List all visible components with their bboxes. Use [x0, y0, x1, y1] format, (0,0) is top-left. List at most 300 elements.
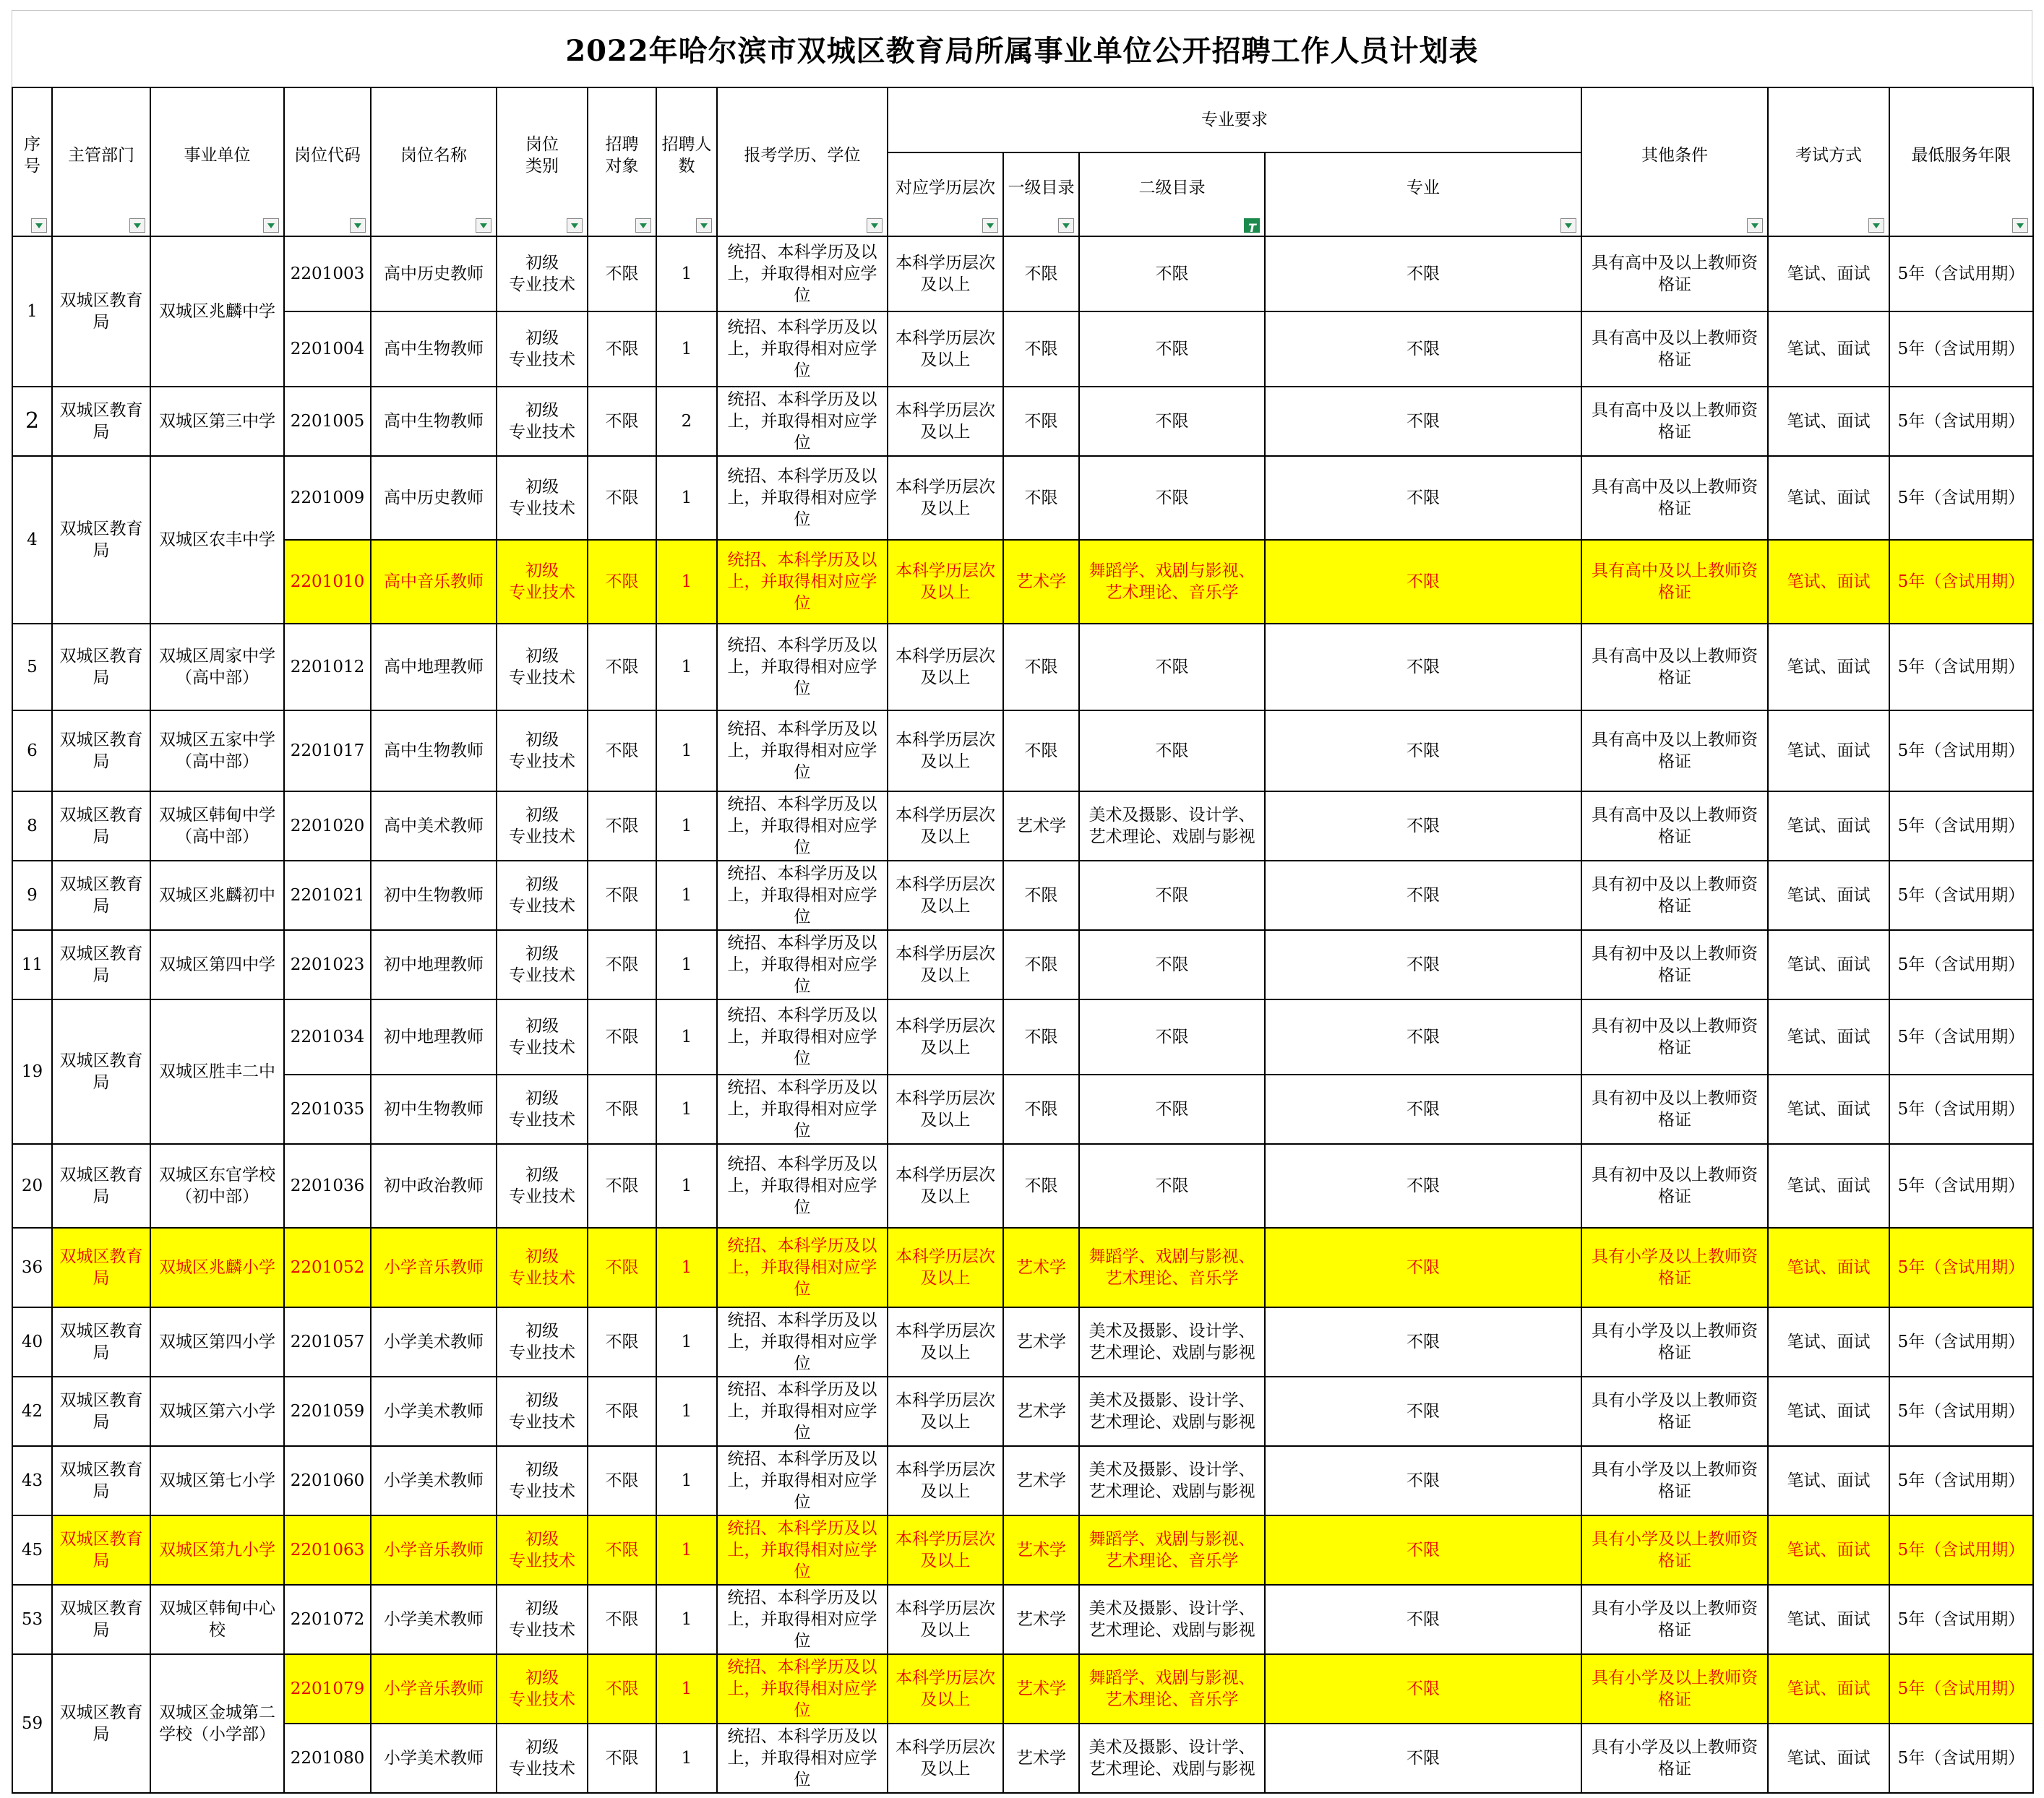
- code-cell[interactable]: 2201063: [284, 1515, 371, 1585]
- major-cell[interactable]: 不限: [1265, 710, 1581, 791]
- cat2-cell[interactable]: 不限: [1079, 456, 1265, 540]
- seq-cell[interactable]: 9: [12, 861, 52, 930]
- cat2-cell[interactable]: 美术及摄影、设计学、艺术理论、戏剧与影视: [1079, 791, 1265, 861]
- cat1-cell[interactable]: 艺术学: [1003, 1446, 1079, 1515]
- level-cell[interactable]: 本科学历层次及以上: [888, 861, 1003, 930]
- unit-cell[interactable]: 双城区第四中学: [150, 930, 284, 999]
- filter-dropdown-icon[interactable]: [350, 218, 366, 233]
- unit-cell[interactable]: 双城区农丰中学: [150, 456, 284, 624]
- cat1-cell[interactable]: 艺术学: [1003, 1307, 1079, 1377]
- dept-cell[interactable]: 双城区教育局: [52, 710, 150, 791]
- unit-cell[interactable]: 双城区第六小学: [150, 1377, 284, 1446]
- post-name-cell[interactable]: 初中地理教师: [371, 999, 497, 1075]
- count-cell[interactable]: 1: [656, 624, 717, 710]
- service-cell[interactable]: 5年（含试用期）: [1889, 1585, 2033, 1654]
- level-cell[interactable]: 本科学历层次及以上: [888, 710, 1003, 791]
- level-cell[interactable]: 本科学历层次及以上: [888, 1585, 1003, 1654]
- count-cell[interactable]: 1: [656, 1075, 717, 1144]
- seq-cell[interactable]: 59: [12, 1654, 52, 1793]
- service-cell[interactable]: 5年（含试用期）: [1889, 236, 2033, 311]
- target-cell[interactable]: 不限: [588, 999, 656, 1075]
- major-cell[interactable]: 不限: [1265, 540, 1581, 624]
- post-type-cell[interactable]: 初级 专业技术: [497, 1446, 588, 1515]
- post-type-cell[interactable]: 初级 专业技术: [497, 624, 588, 710]
- post-name-cell[interactable]: 初中政治教师: [371, 1144, 497, 1228]
- other-cell[interactable]: 具有初中及以上教师资格证: [1581, 1144, 1768, 1228]
- filter-dropdown-icon[interactable]: [696, 218, 712, 233]
- code-cell[interactable]: 2201023: [284, 930, 371, 999]
- service-cell[interactable]: 5年（含试用期）: [1889, 1075, 2033, 1144]
- edu-cell[interactable]: 统招、本科学历及以上，并取得相对应学位: [717, 236, 888, 311]
- target-cell[interactable]: 不限: [588, 624, 656, 710]
- filter-dropdown-icon[interactable]: [476, 218, 491, 233]
- edu-cell[interactable]: 统招、本科学历及以上，并取得相对应学位: [717, 1446, 888, 1515]
- service-cell[interactable]: 5年（含试用期）: [1889, 1377, 2033, 1446]
- target-cell[interactable]: 不限: [588, 1724, 656, 1793]
- cat1-cell[interactable]: 艺术学: [1003, 1654, 1079, 1724]
- cat1-cell[interactable]: 艺术学: [1003, 1377, 1079, 1446]
- cat2-cell[interactable]: 不限: [1079, 311, 1265, 387]
- unit-cell[interactable]: 双城区兆麟小学: [150, 1228, 284, 1307]
- target-cell[interactable]: 不限: [588, 861, 656, 930]
- post-type-cell[interactable]: 初级 专业技术: [497, 311, 588, 387]
- count-cell[interactable]: 1: [656, 1446, 717, 1515]
- edu-cell[interactable]: 统招、本科学历及以上，并取得相对应学位: [717, 387, 888, 456]
- dept-cell[interactable]: 双城区教育局: [52, 624, 150, 710]
- code-cell[interactable]: 2201020: [284, 791, 371, 861]
- unit-cell[interactable]: 双城区第三中学: [150, 387, 284, 456]
- target-cell[interactable]: 不限: [588, 1228, 656, 1307]
- target-cell[interactable]: 不限: [588, 456, 656, 540]
- service-cell[interactable]: 5年（含试用期）: [1889, 1446, 2033, 1515]
- level-cell[interactable]: 本科学历层次及以上: [888, 387, 1003, 456]
- code-cell[interactable]: 2201060: [284, 1446, 371, 1515]
- dept-cell[interactable]: 双城区教育局: [52, 999, 150, 1144]
- exam-cell[interactable]: 笔试、面试: [1768, 624, 1889, 710]
- post-type-cell[interactable]: 初级 专业技术: [497, 1307, 588, 1377]
- count-cell[interactable]: 1: [656, 1724, 717, 1793]
- target-cell[interactable]: 不限: [588, 930, 656, 999]
- post-type-cell[interactable]: 初级 专业技术: [497, 1585, 588, 1654]
- code-cell[interactable]: 2201036: [284, 1144, 371, 1228]
- cat1-cell[interactable]: 不限: [1003, 1144, 1079, 1228]
- level-cell[interactable]: 本科学历层次及以上: [888, 1228, 1003, 1307]
- count-cell[interactable]: 1: [656, 1515, 717, 1585]
- target-cell[interactable]: 不限: [588, 1515, 656, 1585]
- unit-cell[interactable]: 双城区兆麟初中: [150, 861, 284, 930]
- dept-cell[interactable]: 双城区教育局: [52, 861, 150, 930]
- count-cell[interactable]: 1: [656, 930, 717, 999]
- service-cell[interactable]: 5年（含试用期）: [1889, 1654, 2033, 1724]
- post-type-cell[interactable]: 初级 专业技术: [497, 236, 588, 311]
- cat2-cell[interactable]: 不限: [1079, 1075, 1265, 1144]
- code-cell[interactable]: 2201021: [284, 861, 371, 930]
- count-cell[interactable]: 1: [656, 710, 717, 791]
- unit-cell[interactable]: 双城区胜丰二中: [150, 999, 284, 1144]
- service-cell[interactable]: 5年（含试用期）: [1889, 540, 2033, 624]
- edu-cell[interactable]: 统招、本科学历及以上，并取得相对应学位: [717, 311, 888, 387]
- other-cell[interactable]: 具有小学及以上教师资格证: [1581, 1377, 1768, 1446]
- cat2-cell[interactable]: 舞蹈学、戏剧与影视、艺术理论、音乐学: [1079, 1515, 1265, 1585]
- filter-dropdown-icon[interactable]: [2012, 218, 2028, 233]
- count-cell[interactable]: 1: [656, 311, 717, 387]
- exam-cell[interactable]: 笔试、面试: [1768, 1446, 1889, 1515]
- filter-active-icon[interactable]: [1244, 218, 1260, 233]
- exam-cell[interactable]: 笔试、面试: [1768, 387, 1889, 456]
- edu-cell[interactable]: 统招、本科学历及以上，并取得相对应学位: [717, 1144, 888, 1228]
- count-cell[interactable]: 1: [656, 861, 717, 930]
- unit-cell[interactable]: 双城区周家中学（高中部）: [150, 624, 284, 710]
- edu-cell[interactable]: 统招、本科学历及以上，并取得相对应学位: [717, 624, 888, 710]
- service-cell[interactable]: 5年（含试用期）: [1889, 1724, 2033, 1793]
- cat2-cell[interactable]: 舞蹈学、戏剧与影视、艺术理论、音乐学: [1079, 1228, 1265, 1307]
- exam-cell[interactable]: 笔试、面试: [1768, 236, 1889, 311]
- other-cell[interactable]: 具有小学及以上教师资格证: [1581, 1585, 1768, 1654]
- count-cell[interactable]: 1: [656, 1144, 717, 1228]
- exam-cell[interactable]: 笔试、面试: [1768, 1228, 1889, 1307]
- cat2-cell[interactable]: 不限: [1079, 1144, 1265, 1228]
- service-cell[interactable]: 5年（含试用期）: [1889, 999, 2033, 1075]
- code-cell[interactable]: 2201072: [284, 1585, 371, 1654]
- level-cell[interactable]: 本科学历层次及以上: [888, 1377, 1003, 1446]
- post-name-cell[interactable]: 高中生物教师: [371, 311, 497, 387]
- edu-cell[interactable]: 统招、本科学历及以上，并取得相对应学位: [717, 710, 888, 791]
- major-cell[interactable]: 不限: [1265, 1075, 1581, 1144]
- post-type-cell[interactable]: 初级 专业技术: [497, 1228, 588, 1307]
- post-type-cell[interactable]: 初级 专业技术: [497, 861, 588, 930]
- dept-cell[interactable]: 双城区教育局: [52, 236, 150, 387]
- target-cell[interactable]: 不限: [588, 1075, 656, 1144]
- other-cell[interactable]: 具有高中及以上教师资格证: [1581, 540, 1768, 624]
- service-cell[interactable]: 5年（含试用期）: [1889, 861, 2033, 930]
- post-name-cell[interactable]: 初中地理教师: [371, 930, 497, 999]
- filter-dropdown-icon[interactable]: [867, 218, 883, 233]
- count-cell[interactable]: 1: [656, 1654, 717, 1724]
- level-cell[interactable]: 本科学历层次及以上: [888, 311, 1003, 387]
- count-cell[interactable]: 1: [656, 236, 717, 311]
- exam-cell[interactable]: 笔试、面试: [1768, 1515, 1889, 1585]
- cat1-cell[interactable]: 艺术学: [1003, 1724, 1079, 1793]
- seq-cell[interactable]: 20: [12, 1144, 52, 1228]
- service-cell[interactable]: 5年（含试用期）: [1889, 930, 2033, 999]
- unit-cell[interactable]: 双城区兆麟中学: [150, 236, 284, 387]
- cat2-cell[interactable]: 美术及摄影、设计学、艺术理论、戏剧与影视: [1079, 1585, 1265, 1654]
- target-cell[interactable]: 不限: [588, 710, 656, 791]
- code-cell[interactable]: 2201059: [284, 1377, 371, 1446]
- post-name-cell[interactable]: 小学美术教师: [371, 1307, 497, 1377]
- filter-dropdown-icon[interactable]: [635, 218, 651, 233]
- service-cell[interactable]: 5年（含试用期）: [1889, 311, 2033, 387]
- other-cell[interactable]: 具有小学及以上教师资格证: [1581, 1228, 1768, 1307]
- edu-cell[interactable]: 统招、本科学历及以上，并取得相对应学位: [717, 930, 888, 999]
- edu-cell[interactable]: 统招、本科学历及以上，并取得相对应学位: [717, 791, 888, 861]
- dept-cell[interactable]: 双城区教育局: [52, 1654, 150, 1793]
- code-cell[interactable]: 2201012: [284, 624, 371, 710]
- post-type-cell[interactable]: 初级 专业技术: [497, 387, 588, 456]
- cat1-cell[interactable]: 不限: [1003, 999, 1079, 1075]
- edu-cell[interactable]: 统招、本科学历及以上，并取得相对应学位: [717, 1654, 888, 1724]
- service-cell[interactable]: 5年（含试用期）: [1889, 710, 2033, 791]
- target-cell[interactable]: 不限: [588, 1144, 656, 1228]
- edu-cell[interactable]: 统招、本科学历及以上，并取得相对应学位: [717, 999, 888, 1075]
- other-cell[interactable]: 具有小学及以上教师资格证: [1581, 1307, 1768, 1377]
- cat1-cell[interactable]: 不限: [1003, 311, 1079, 387]
- other-cell[interactable]: 具有小学及以上教师资格证: [1581, 1515, 1768, 1585]
- other-cell[interactable]: 具有初中及以上教师资格证: [1581, 930, 1768, 999]
- code-cell[interactable]: 2201009: [284, 456, 371, 540]
- post-type-cell[interactable]: 初级 专业技术: [497, 1515, 588, 1585]
- cat2-cell[interactable]: 美术及摄影、设计学、艺术理论、戏剧与影视: [1079, 1377, 1265, 1446]
- seq-cell[interactable]: 2: [12, 387, 52, 456]
- filter-dropdown-icon[interactable]: [263, 218, 279, 233]
- exam-cell[interactable]: 笔试、面试: [1768, 1075, 1889, 1144]
- cat1-cell[interactable]: 不限: [1003, 930, 1079, 999]
- post-name-cell[interactable]: 小学音乐教师: [371, 1654, 497, 1724]
- post-name-cell[interactable]: 小学美术教师: [371, 1585, 497, 1654]
- post-name-cell[interactable]: 高中历史教师: [371, 456, 497, 540]
- level-cell[interactable]: 本科学历层次及以上: [888, 791, 1003, 861]
- unit-cell[interactable]: 双城区第九小学: [150, 1515, 284, 1585]
- other-cell[interactable]: 具有高中及以上教师资格证: [1581, 710, 1768, 791]
- unit-cell[interactable]: 双城区第四小学: [150, 1307, 284, 1377]
- post-name-cell[interactable]: 小学美术教师: [371, 1446, 497, 1515]
- seq-cell[interactable]: 36: [12, 1228, 52, 1307]
- post-name-cell[interactable]: 初中生物教师: [371, 1075, 497, 1144]
- code-cell[interactable]: 2201035: [284, 1075, 371, 1144]
- service-cell[interactable]: 5年（含试用期）: [1889, 1307, 2033, 1377]
- major-cell[interactable]: 不限: [1265, 1377, 1581, 1446]
- exam-cell[interactable]: 笔试、面试: [1768, 791, 1889, 861]
- dept-cell[interactable]: 双城区教育局: [52, 1144, 150, 1228]
- cat1-cell[interactable]: 不限: [1003, 387, 1079, 456]
- seq-cell[interactable]: 45: [12, 1515, 52, 1585]
- exam-cell[interactable]: 笔试、面试: [1768, 861, 1889, 930]
- filter-dropdown-icon[interactable]: [982, 218, 998, 233]
- edu-cell[interactable]: 统招、本科学历及以上，并取得相对应学位: [717, 1585, 888, 1654]
- exam-cell[interactable]: 笔试、面试: [1768, 456, 1889, 540]
- major-cell[interactable]: 不限: [1265, 456, 1581, 540]
- dept-cell[interactable]: 双城区教育局: [52, 456, 150, 624]
- major-cell[interactable]: 不限: [1265, 1228, 1581, 1307]
- cat2-cell[interactable]: 美术及摄影、设计学、艺术理论、戏剧与影视: [1079, 1724, 1265, 1793]
- level-cell[interactable]: 本科学历层次及以上: [888, 1075, 1003, 1144]
- other-cell[interactable]: 具有高中及以上教师资格证: [1581, 311, 1768, 387]
- code-cell[interactable]: 2201004: [284, 311, 371, 387]
- post-name-cell[interactable]: 小学音乐教师: [371, 1228, 497, 1307]
- count-cell[interactable]: 1: [656, 456, 717, 540]
- edu-cell[interactable]: 统招、本科学历及以上，并取得相对应学位: [717, 1075, 888, 1144]
- unit-cell[interactable]: 双城区韩甸中心校: [150, 1585, 284, 1654]
- target-cell[interactable]: 不限: [588, 1377, 656, 1446]
- unit-cell[interactable]: 双城区金城第二学校（小学部）: [150, 1654, 284, 1793]
- cat1-cell[interactable]: 不限: [1003, 456, 1079, 540]
- count-cell[interactable]: 1: [656, 1228, 717, 1307]
- cat1-cell[interactable]: 不限: [1003, 710, 1079, 791]
- exam-cell[interactable]: 笔试、面试: [1768, 1724, 1889, 1793]
- post-name-cell[interactable]: 高中地理教师: [371, 624, 497, 710]
- major-cell[interactable]: 不限: [1265, 861, 1581, 930]
- level-cell[interactable]: 本科学历层次及以上: [888, 456, 1003, 540]
- exam-cell[interactable]: 笔试、面试: [1768, 1144, 1889, 1228]
- dept-cell[interactable]: 双城区教育局: [52, 1446, 150, 1515]
- seq-cell[interactable]: 42: [12, 1377, 52, 1446]
- filter-dropdown-icon[interactable]: [1868, 218, 1884, 233]
- seq-cell[interactable]: 1: [12, 236, 52, 387]
- code-cell[interactable]: 2201079: [284, 1654, 371, 1724]
- post-type-cell[interactable]: 初级 专业技术: [497, 710, 588, 791]
- level-cell[interactable]: 本科学历层次及以上: [888, 999, 1003, 1075]
- major-cell[interactable]: 不限: [1265, 791, 1581, 861]
- code-cell[interactable]: 2201080: [284, 1724, 371, 1793]
- unit-cell[interactable]: 双城区韩甸中学（高中部）: [150, 791, 284, 861]
- target-cell[interactable]: 不限: [588, 1654, 656, 1724]
- target-cell[interactable]: 不限: [588, 1446, 656, 1515]
- post-type-cell[interactable]: 初级 专业技术: [497, 1144, 588, 1228]
- target-cell[interactable]: 不限: [588, 1585, 656, 1654]
- edu-cell[interactable]: 统招、本科学历及以上，并取得相对应学位: [717, 1307, 888, 1377]
- filter-dropdown-icon[interactable]: [567, 218, 583, 233]
- target-cell[interactable]: 不限: [588, 791, 656, 861]
- cat1-cell[interactable]: 不限: [1003, 236, 1079, 311]
- seq-cell[interactable]: 19: [12, 999, 52, 1144]
- level-cell[interactable]: 本科学历层次及以上: [888, 1446, 1003, 1515]
- level-cell[interactable]: 本科学历层次及以上: [888, 236, 1003, 311]
- target-cell[interactable]: 不限: [588, 236, 656, 311]
- filter-dropdown-icon[interactable]: [31, 218, 47, 233]
- cat2-cell[interactable]: 不限: [1079, 999, 1265, 1075]
- major-cell[interactable]: 不限: [1265, 999, 1581, 1075]
- edu-cell[interactable]: 统招、本科学历及以上，并取得相对应学位: [717, 1724, 888, 1793]
- post-name-cell[interactable]: 初中生物教师: [371, 861, 497, 930]
- seq-cell[interactable]: 11: [12, 930, 52, 999]
- dept-cell[interactable]: 双城区教育局: [52, 1515, 150, 1585]
- major-cell[interactable]: 不限: [1265, 624, 1581, 710]
- post-type-cell[interactable]: 初级 专业技术: [497, 930, 588, 999]
- major-cell[interactable]: 不限: [1265, 1654, 1581, 1724]
- seq-cell[interactable]: 8: [12, 791, 52, 861]
- service-cell[interactable]: 5年（含试用期）: [1889, 1228, 2033, 1307]
- seq-cell[interactable]: 5: [12, 624, 52, 710]
- service-cell[interactable]: 5年（含试用期）: [1889, 456, 2033, 540]
- code-cell[interactable]: 2201052: [284, 1228, 371, 1307]
- dept-cell[interactable]: 双城区教育局: [52, 1377, 150, 1446]
- level-cell[interactable]: 本科学历层次及以上: [888, 1724, 1003, 1793]
- dept-cell[interactable]: 双城区教育局: [52, 791, 150, 861]
- major-cell[interactable]: 不限: [1265, 1515, 1581, 1585]
- major-cell[interactable]: 不限: [1265, 387, 1581, 456]
- filter-dropdown-icon[interactable]: [129, 218, 145, 233]
- service-cell[interactable]: 5年（含试用期）: [1889, 1144, 2033, 1228]
- filter-dropdown-icon[interactable]: [1560, 218, 1576, 233]
- cat2-cell[interactable]: 舞蹈学、戏剧与影视、艺术理论、音乐学: [1079, 1654, 1265, 1724]
- other-cell[interactable]: 具有初中及以上教师资格证: [1581, 999, 1768, 1075]
- unit-cell[interactable]: 双城区五家中学（高中部）: [150, 710, 284, 791]
- major-cell[interactable]: 不限: [1265, 1446, 1581, 1515]
- major-cell[interactable]: 不限: [1265, 1585, 1581, 1654]
- post-name-cell[interactable]: 小学美术教师: [371, 1377, 497, 1446]
- edu-cell[interactable]: 统招、本科学历及以上，并取得相对应学位: [717, 540, 888, 624]
- count-cell[interactable]: 1: [656, 1307, 717, 1377]
- other-cell[interactable]: 具有高中及以上教师资格证: [1581, 791, 1768, 861]
- cat2-cell[interactable]: 舞蹈学、戏剧与影视、艺术理论、音乐学: [1079, 540, 1265, 624]
- code-cell[interactable]: 2201017: [284, 710, 371, 791]
- cat1-cell[interactable]: 艺术学: [1003, 1228, 1079, 1307]
- exam-cell[interactable]: 笔试、面试: [1768, 1307, 1889, 1377]
- exam-cell[interactable]: 笔试、面试: [1768, 999, 1889, 1075]
- post-type-cell[interactable]: 初级 专业技术: [497, 999, 588, 1075]
- filter-dropdown-icon[interactable]: [1058, 218, 1074, 233]
- exam-cell[interactable]: 笔试、面试: [1768, 1654, 1889, 1724]
- cat2-cell[interactable]: 不限: [1079, 236, 1265, 311]
- count-cell[interactable]: 1: [656, 1585, 717, 1654]
- dept-cell[interactable]: 双城区教育局: [52, 1585, 150, 1654]
- level-cell[interactable]: 本科学历层次及以上: [888, 540, 1003, 624]
- seq-cell[interactable]: 4: [12, 456, 52, 624]
- exam-cell[interactable]: 笔试、面试: [1768, 311, 1889, 387]
- cat1-cell[interactable]: 艺术学: [1003, 1585, 1079, 1654]
- filter-dropdown-icon[interactable]: [1747, 218, 1763, 233]
- unit-cell[interactable]: 双城区东官学校（初中部）: [150, 1144, 284, 1228]
- exam-cell[interactable]: 笔试、面试: [1768, 930, 1889, 999]
- exam-cell[interactable]: 笔试、面试: [1768, 1585, 1889, 1654]
- level-cell[interactable]: 本科学历层次及以上: [888, 930, 1003, 999]
- post-name-cell[interactable]: 高中音乐教师: [371, 540, 497, 624]
- cat2-cell[interactable]: 不限: [1079, 624, 1265, 710]
- post-name-cell[interactable]: 小学美术教师: [371, 1724, 497, 1793]
- dept-cell[interactable]: 双城区教育局: [52, 1228, 150, 1307]
- service-cell[interactable]: 5年（含试用期）: [1889, 387, 2033, 456]
- seq-cell[interactable]: 43: [12, 1446, 52, 1515]
- code-cell[interactable]: 2201003: [284, 236, 371, 311]
- dept-cell[interactable]: 双城区教育局: [52, 1307, 150, 1377]
- exam-cell[interactable]: 笔试、面试: [1768, 710, 1889, 791]
- other-cell[interactable]: 具有高中及以上教师资格证: [1581, 387, 1768, 456]
- level-cell[interactable]: 本科学历层次及以上: [888, 1654, 1003, 1724]
- target-cell[interactable]: 不限: [588, 311, 656, 387]
- post-type-cell[interactable]: 初级 专业技术: [497, 456, 588, 540]
- cat1-cell[interactable]: 艺术学: [1003, 1515, 1079, 1585]
- post-name-cell[interactable]: 高中生物教师: [371, 710, 497, 791]
- edu-cell[interactable]: 统招、本科学历及以上，并取得相对应学位: [717, 456, 888, 540]
- major-cell[interactable]: 不限: [1265, 1724, 1581, 1793]
- cat1-cell[interactable]: 不限: [1003, 624, 1079, 710]
- post-type-cell[interactable]: 初级 专业技术: [497, 1724, 588, 1793]
- other-cell[interactable]: 具有高中及以上教师资格证: [1581, 236, 1768, 311]
- level-cell[interactable]: 本科学历层次及以上: [888, 1144, 1003, 1228]
- service-cell[interactable]: 5年（含试用期）: [1889, 791, 2033, 861]
- major-cell[interactable]: 不限: [1265, 1144, 1581, 1228]
- target-cell[interactable]: 不限: [588, 387, 656, 456]
- count-cell[interactable]: 1: [656, 999, 717, 1075]
- count-cell[interactable]: 1: [656, 540, 717, 624]
- dept-cell[interactable]: 双城区教育局: [52, 930, 150, 999]
- code-cell[interactable]: 2201057: [284, 1307, 371, 1377]
- exam-cell[interactable]: 笔试、面试: [1768, 540, 1889, 624]
- cat1-cell[interactable]: 艺术学: [1003, 540, 1079, 624]
- edu-cell[interactable]: 统招、本科学历及以上，并取得相对应学位: [717, 1377, 888, 1446]
- cat2-cell[interactable]: 不限: [1079, 710, 1265, 791]
- code-cell[interactable]: 2201010: [284, 540, 371, 624]
- other-cell[interactable]: 具有高中及以上教师资格证: [1581, 624, 1768, 710]
- unit-cell[interactable]: 双城区第七小学: [150, 1446, 284, 1515]
- post-name-cell[interactable]: 小学音乐教师: [371, 1515, 497, 1585]
- count-cell[interactable]: 1: [656, 791, 717, 861]
- post-name-cell[interactable]: 高中生物教师: [371, 387, 497, 456]
- cat1-cell[interactable]: 艺术学: [1003, 791, 1079, 861]
- post-type-cell[interactable]: 初级 专业技术: [497, 1075, 588, 1144]
- post-type-cell[interactable]: 初级 专业技术: [497, 540, 588, 624]
- count-cell[interactable]: 2: [656, 387, 717, 456]
